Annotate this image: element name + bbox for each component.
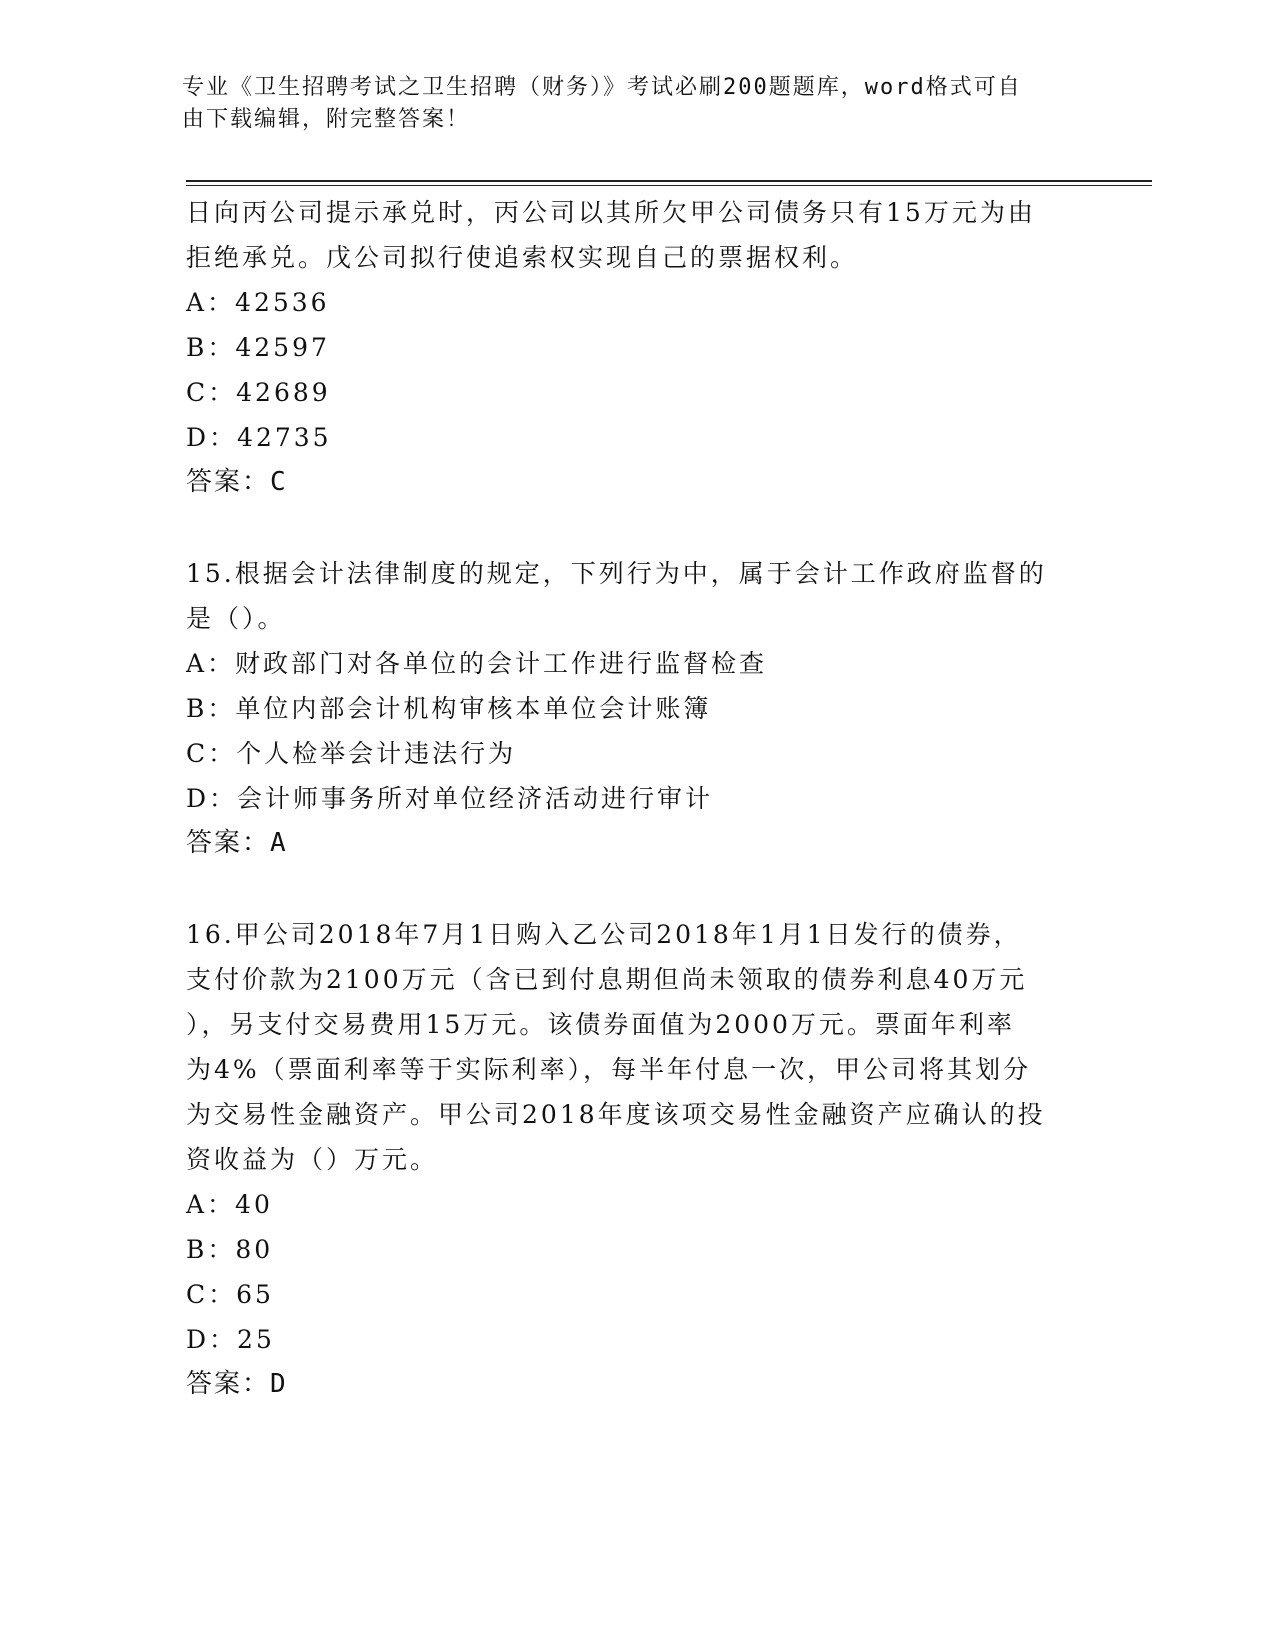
header-divider-thin (186, 185, 1152, 186)
question-15 (186, 551, 1086, 866)
option-d: D：25 (186, 1325, 275, 1354)
question-14-tail (186, 190, 1086, 505)
question-text-line: 16.甲公司2018年7月1日购入乙公司2018年1月1日发行的债券， (186, 920, 1022, 949)
option-c: C：个人检举会计违法行为 (186, 739, 517, 768)
option-a: A：财政部门对各单位的会计工作进行监督检查 (186, 649, 768, 678)
option-d: D：会计师事务所对单位经济活动进行审计 (186, 784, 714, 813)
header-divider (186, 180, 1152, 182)
question-16 (186, 912, 1086, 1407)
question-text-line: 支付价款为2100万元（含已到付息期但尚未领取的债券利息40万元 (186, 965, 1028, 994)
option-d: D：42735 (186, 423, 332, 452)
answer-line: 答案：D (186, 1369, 288, 1399)
question-text-line: 为4%（票面利率等于实际利率），每半年付息一次，甲公司将其划分 (186, 1055, 1032, 1084)
question-text-line: ），另支付交易费用15万元。该债券面值为2000万元。票面年利率 (186, 1010, 1015, 1039)
question-text-line: 拒绝承兑。戊公司拟行使追索权实现自己的票据权利。 (186, 243, 859, 272)
option-c: C：65 (186, 1280, 274, 1309)
header-line-1: 专业《卫生招聘考试之卫生招聘（财务）》考试必刷200题题库，word格式可自 (182, 75, 1022, 100)
answer-line: 答案：A (186, 828, 288, 858)
document-header (182, 72, 1062, 136)
option-c: C：42689 (186, 378, 331, 407)
question-text-line: 资收益为（）万元。 (186, 1145, 439, 1174)
option-a: A：42536 (186, 288, 330, 317)
question-text-line: 为交易性金融资产。甲公司2018年度该项交易性金融资产应确认的投 (186, 1100, 1046, 1129)
option-b: B：80 (186, 1235, 274, 1264)
header-line-2: 由下载编辑，附完整答案！ (182, 107, 471, 132)
question-list (186, 190, 1086, 1407)
question-text-line: 是（）。 (186, 604, 286, 633)
option-b: B：单位内部会计机构审核本单位会计账簿 (186, 694, 712, 723)
option-b: B：42597 (186, 333, 330, 362)
answer-line: 答案：C (186, 467, 288, 497)
question-text-line: 15.根据会计法律制度的规定，下列行为中，属于会计工作政府监督的 (186, 559, 1047, 588)
option-a: A：40 (186, 1190, 273, 1219)
question-text-line: 日向丙公司提示承兑时，丙公司以其所欠甲公司债务只有15万元为由 (186, 198, 1036, 227)
